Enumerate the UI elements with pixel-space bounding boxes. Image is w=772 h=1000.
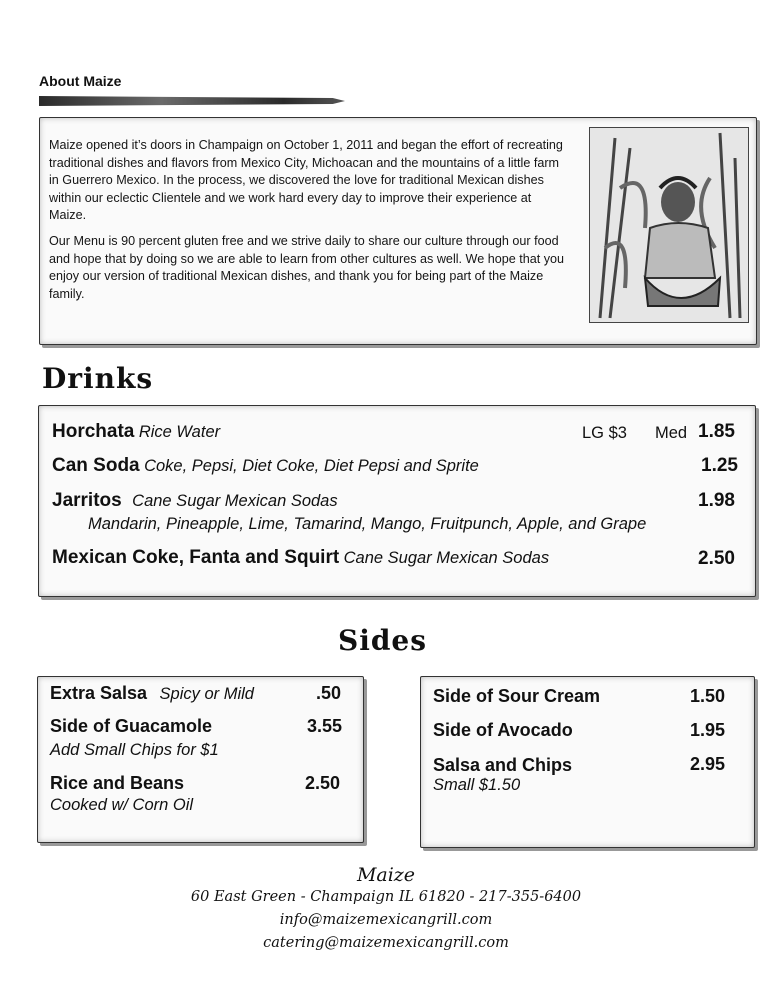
about-paragraph-2: Our Menu is 90 percent gluten free and we strive daily to share our culture through our food and hope that by doing so we are able to learn from other cultures as well. We hope that you enjoy our version of traditional Mexican dishes, and thank you for being part of the Maize family. xyxy=(49,233,565,301)
drink-row xyxy=(52,490,338,512)
side-price: 2.95 xyxy=(690,754,726,774)
side-desc: Spicy or Mild xyxy=(159,685,254,703)
sides-title: Sides xyxy=(338,624,428,657)
drink-name: Can Soda xyxy=(52,455,140,476)
drink-desc: Coke, Pepsi, Diet Coke, Diet Pepsi and Sprite xyxy=(144,457,479,475)
drink-price: 1.85 xyxy=(698,421,735,442)
drink-size-large: LG $3 xyxy=(582,424,627,442)
side-desc: Small $1.50 xyxy=(433,776,521,794)
drink-price: 1.25 xyxy=(701,455,738,476)
side-price: 1.95 xyxy=(690,720,726,740)
about-text xyxy=(49,137,569,311)
heading-brush-bar xyxy=(39,96,345,106)
drink-desc: Cane Sugar Mexican Sodas xyxy=(132,492,338,510)
drink-row xyxy=(52,547,549,569)
side-row xyxy=(50,683,254,704)
drink-row xyxy=(52,455,479,477)
side-price: 2.50 xyxy=(305,773,341,793)
drink-size-med: Med xyxy=(655,424,688,442)
side-name: Side of Guacamole xyxy=(50,716,213,736)
drink-desc: Cane Sugar Mexican Sodas xyxy=(343,549,550,567)
side-name: Side of Avocado xyxy=(433,720,573,740)
side-desc: Cooked w/ Corn Oil xyxy=(50,796,194,814)
jarritos-flavors: Mandarin, Pineapple, Lime, Tamarind, Mango, Fruitpunch, Apple, and Grape xyxy=(88,515,647,533)
drink-price: 2.50 xyxy=(698,548,735,569)
footer-email-link[interactable]: info@maizemexicangrill.com xyxy=(279,912,493,928)
footer-address: 60 East Green - Champaign IL 61820 - 217-355-6400 xyxy=(190,889,582,905)
side-name: Side of Sour Cream xyxy=(433,686,601,706)
side-name: Extra Salsa xyxy=(50,683,148,703)
side-name: Salsa and Chips xyxy=(433,755,573,775)
drink-name: Jarritos xyxy=(52,490,122,511)
side-price: 1.50 xyxy=(690,686,726,706)
about-paragraph-1: Maize opened it’s doors in Champaign on October 1, 2011 and began the effort of recreating traditional dishes and flavors from Mexico City, Michoacan and the mountains of a little farm in Guerrero Mexico. In the process, we discovered the love for traditional Mexican dishes within our eclectic Clientele and we work hard every day to improve their experience at Maize. xyxy=(49,138,563,223)
drinks-title: Drinks xyxy=(42,362,154,395)
footer-restaurant-name: Maize xyxy=(356,864,416,886)
drink-row xyxy=(52,421,220,443)
corn-figure-illustration xyxy=(590,128,748,322)
about-heading: About Maize xyxy=(39,73,122,89)
side-name: Rice and Beans xyxy=(50,773,185,793)
footer-catering-email-link[interactable]: catering@maizemexicangrill.com xyxy=(263,935,509,951)
drink-desc: Rice Water xyxy=(138,423,221,441)
side-desc: Add Small Chips for $1 xyxy=(50,741,219,759)
drink-price: 1.98 xyxy=(698,490,735,511)
side-price: .50 xyxy=(316,683,342,703)
drink-name: Horchata xyxy=(52,421,135,442)
drink-name: Mexican Coke, Fanta and Squirt xyxy=(52,547,340,568)
about-illustration xyxy=(589,127,749,323)
side-price: 3.55 xyxy=(307,716,343,736)
